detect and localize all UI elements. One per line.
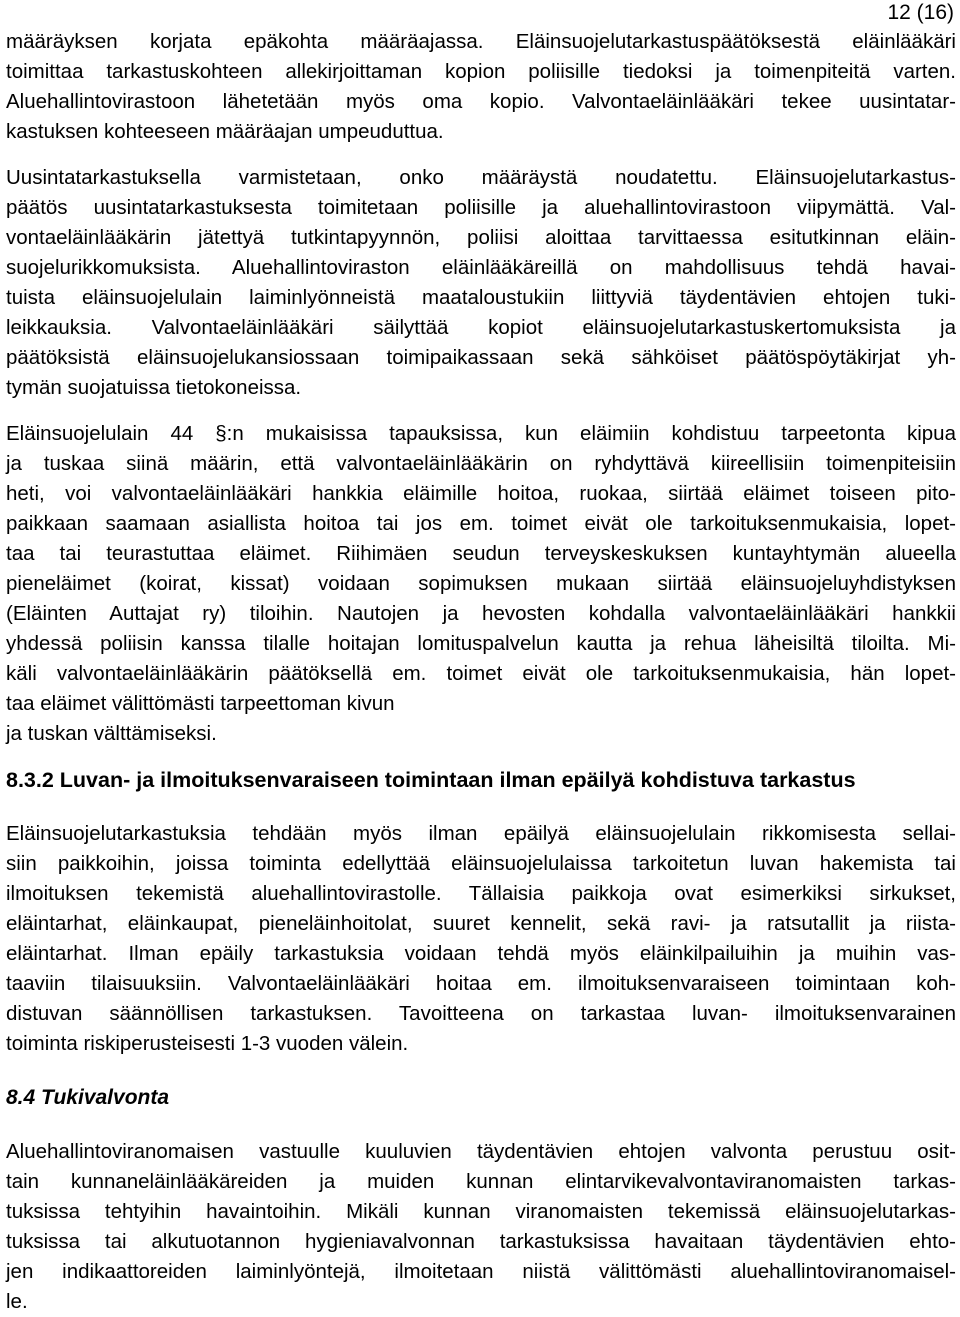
text-line: vontaeläinlääkärin jätettyä tutkintapyynnön, poliisi aloittaa tarvittaessa esitutkinnan eläin- [6,226,956,249]
text-line: Aluehallintoviranomaisen vastuulle kuuluvien täydentävien ehtojen valvonta perustuu osit- [6,1140,956,1163]
paragraph-section-44 [6,419,956,749]
text-line: (Eläinten Auttajat ry) tiloihin. Nautojen ja hevosten kohdalla valvontaeläinlääkäri hankkii [6,602,956,625]
text-line: ja tuskan välttämiseksi. [6,722,217,745]
text-line: toiminta riskiperusteisesti 1-3 vuoden välein. [6,1032,409,1055]
text-line: eläintarhat, eläinkaupat, pieneläinhoitolat, suuret kennelit, sekä ravi- ja ratsutallit ja riista- [6,912,956,935]
text-line: Eläinsuojelutarkastuksia tehdään myös ilman epäilyä eläinsuojelulain rikkomisesta sellai- [6,822,956,845]
text-line: taaviin tilaisuuksiin. Valvontaeläinlääkäri hoitaa em. ilmoituksenvaraiseen toimintaan koh- [6,972,956,995]
text-line: tuksissa tai alkutuotannon hygieniavalvonnan tarkastuksissa havaitaan täydentävien ehto- [6,1230,956,1253]
text-line: taa eläimet välittömästi tarpeettoman kivun [6,692,395,715]
text-line: määräyksen korjata epäkohta määräajassa. Eläinsuojelutarkastuspäätöksestä eläinlääkäri [6,30,956,53]
text-line: leikkauksia. Valvontaeläinlääkäri säilyttää kopiot eläinsuojelutarkastuskertomuksista ja [6,316,956,339]
text-line: yhdessä poliisin kanssa tilalle hoitajan lomituspalvelun kautta ja rehua läheisiltä tiloilta. Mi- [6,632,956,655]
text-line: taa tai teurastuttaa eläimet. Riihimäen seudun terveyskeskuksen kuntayhtymän alueella [6,542,956,565]
text-line: toimittaa tarkastuskohteen allekirjoittaman kopion poliisille tiedoksi ja toimenpiteitä varten. [6,60,956,83]
paragraph-correction-deadline [6,27,956,147]
text-line: suojelurikkomuksista. Aluehallintoviraston eläinlääkäreillä on mahdollisuus tehdä havai- [6,256,956,279]
text-line: le. [6,1290,28,1313]
paragraph-section-8-3-2 [6,819,956,1059]
paragraph-reinspection [6,163,956,403]
document-body [6,27,956,1317]
text-line: jen indikaattoreiden laiminlyöntejä, ilmoitetaan niistä välittömästi aluehallintoviranomaisel- [6,1260,956,1283]
text-line: tuksissa tehtyihin havaintoihin. Mikäli kunnan viranomaisten tekemissä eläinsuojelutarkas- [6,1200,956,1223]
text-line: heti, voi valvontaeläinlääkäri hankkia eläimille hoitoa, ruokaa, siirtää eläimet toiseen pito- [6,482,956,505]
text-line: distuvan säännöllisen tarkastuksen. Tavoitteena on tarkastaa luvan- ilmoituksenvarainen [6,1002,956,1025]
text-line: paikkaan saamaan asiallista hoitoa tai jos em. toimet eivät ole tarkoituksenmukaisia, lopet- [6,512,956,535]
text-line: Aluehallintovirastoon lähetetään myös oma kopio. Valvontaeläinlääkäri tekee uusintatar- [6,90,956,113]
text-line: kastuksen kohteeseen määräajan umpeuduttua. [6,120,444,143]
text-line: päätöksistä eläinsuojelukansiossaan toimipaikassaan sekä sähköiset päätöspöytäkirjat yh- [6,346,956,369]
section-heading-8-3-2: 8.3.2 Luvan- ja ilmoituksenvaraiseen toimintaan ilman epäilyä kohdistuva tarkastus [6,768,856,792]
text-line: eläintarhat. Ilman epäily tarkastuksia voidaan tehdä myös eläinkilpailuihin ja muihin vas- [6,942,956,965]
text-line: tain kunnaneläinlääkäreiden ja muiden kunnan elintarvikevalvontaviranomaisten tarkas- [6,1170,956,1193]
text-line: Uusintatarkastuksella varmistetaan, onko määräystä noudatettu. Eläinsuojelutarkastus- [6,166,956,189]
text-line: siin paikkoihin, joissa toiminta edellyttää eläinsuojelulaissa tarkoitetun luvan hakemista tai [6,852,956,875]
text-line: tuista eläinsuojelulain laiminlyönneistä maataloustukiin liittyviä täydentävien ehtojen tuki- [6,286,956,309]
text-line: käli valvontaeläinlääkärin päätöksellä em. toimet eivät ole tarkoituksenmukaisia, hän lopet- [6,662,956,685]
text-line: pieneläimet (koirat, kissat) voidaan sopimuksen mukaan siirtää eläinsuojeluyhdistyksen [6,572,956,595]
text-line: tymän suojatuissa tietokoneissa. [6,376,302,399]
text-line: ja tuskaa siinä määrin, että valvontaeläinlääkärin on ryhdyttävä kiireellisiin toimenpiteisiin [6,452,956,475]
text-line: Eläinsuojelulain 44 §:n mukaisissa tapauksissa, kun eläimiin kohdistuu tarpeetonta kipua [6,422,956,445]
text-line: ilmoituksen tekemistä aluehallintovirastolle. Tällaisia paikkoja ovat esimerkiksi sirkukset, [6,882,956,905]
paragraph-section-8-4 [6,1137,956,1317]
section-heading-8-4: 8.4 Tukivalvonta [6,1086,170,1109]
page-number: 12 (16) [887,1,954,24]
text-line: päätös uusintatarkastuksesta toimitetaan poliisille ja aluehallintovirastoon viipymättä. Val- [6,196,956,219]
